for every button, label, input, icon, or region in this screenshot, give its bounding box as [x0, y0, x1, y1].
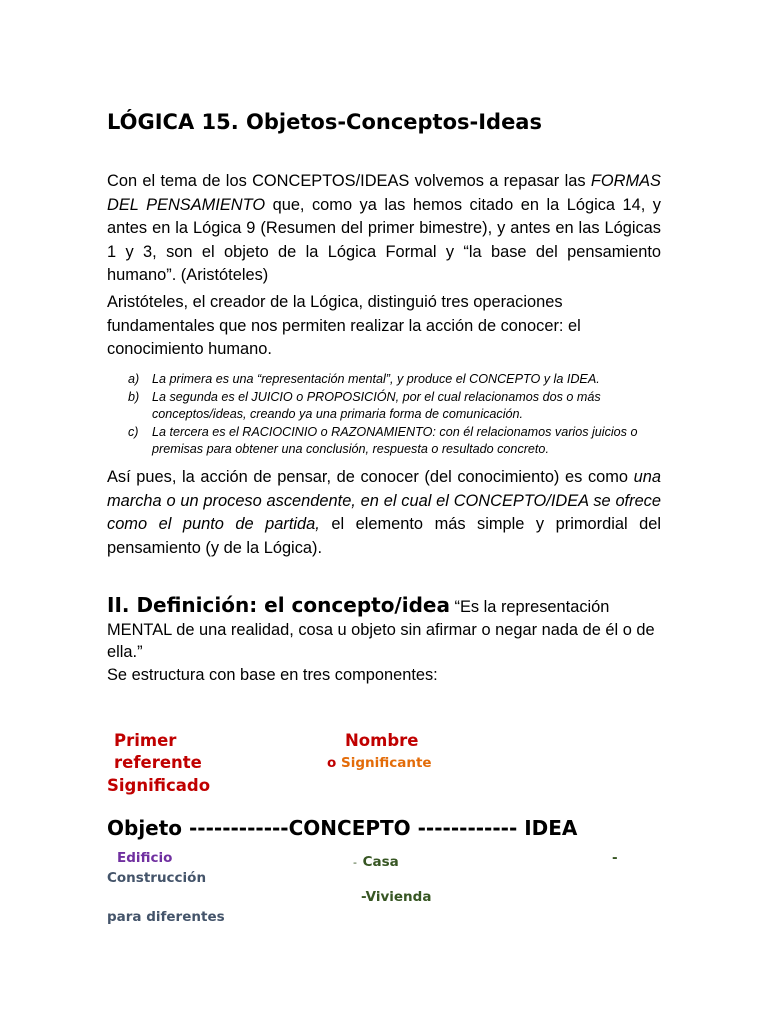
- list-marker: b): [128, 389, 140, 404]
- list-item: [128, 389, 658, 424]
- conclusion-text-1: Así pues, la acción de pensar, de conocer (del conocimiento) es como: [107, 468, 634, 486]
- definition-heading: II. Definición: el concepto/idea: [107, 593, 450, 617]
- example-vivienda: -Vivienda: [361, 889, 432, 905]
- example-casa: Casa: [362, 854, 399, 870]
- concept-line: Objeto ------------CONCEPTO ------------ IDEA: [107, 816, 578, 840]
- example-para-diferentes: para diferentes: [107, 909, 225, 925]
- intro-paragraph: [107, 170, 661, 288]
- operations-list: [128, 371, 658, 459]
- signifier-label: Significante: [340, 755, 432, 771]
- page-title: LÓGICA 15. Objetos-Conceptos-Ideas: [107, 110, 542, 134]
- list-item-text: La tercera es el RACIOCINIO o RAZONAMIENTO: con él relacionamos varios juicios o premisas para obtener una conclusión, respuesta o resultado concreto.: [152, 424, 638, 457]
- definition-quote: “Es la representación MENTAL de una realidad, cosa u objeto sin afirmar o negar nada de él o de ella.”: [107, 598, 655, 661]
- aristotle-paragraph: Aristóteles, el creador de la Lógica, distinguió tres operaciones fundamentales que nos permiten realizar la acción de conocer: el conocimiento humano.: [107, 293, 581, 358]
- intro-text-italic: FORMAS DEL PENSAMIENTO: [107, 172, 661, 214]
- referent-line3: Significado: [107, 776, 211, 795]
- conclusion-text-2: el elemento más simple y primordial del pensamiento (y de la Lógica).: [107, 515, 661, 557]
- list-item: [128, 371, 658, 389]
- list-item: [128, 424, 658, 459]
- name-label: Nombre: [345, 731, 419, 750]
- intro-text-1: Con el tema de los CONCEPTOS/IDEAS volvemos a repasar las: [107, 172, 591, 190]
- list-marker: c): [128, 424, 139, 439]
- intro-text-2: que, como ya las hemos citado en la Lógica 14, y antes en la Lógica 9 (Resumen del primer bimestre), y antes en las Lógicas 1 y 3, son el objeto de la Lógica Formal y “la base del pensamiento humano”. (Aristóteles): [107, 195, 661, 284]
- conclusion-paragraph: [107, 466, 661, 560]
- definition-section: [107, 594, 667, 686]
- example-dash: -: [353, 856, 357, 869]
- referent-line1: Primer: [114, 731, 177, 750]
- conclusion-text-italic: una marcha o un proceso ascendente, en el cual el CONCEPTO/IDEA se ofrece como el punto de partida,: [107, 468, 661, 533]
- list-item-text: La segunda es el JUICIO o PROPOSICIÓN, por el cual relacionamos dos o más conceptos/ideas, creando ya una primaria forma de comunicación.: [152, 389, 601, 422]
- example-edificio: Edificio: [117, 850, 173, 866]
- example-casa-row: [353, 851, 399, 870]
- referent-line2: referente: [114, 753, 202, 772]
- example-construccion: Construcción: [107, 870, 207, 886]
- example-trailing-dash: -: [612, 850, 618, 866]
- list-item-text: La primera es una “representación mental”, y produce el CONCEPTO y la IDEA.: [152, 372, 600, 386]
- signifier-row: [327, 755, 432, 771]
- list-marker: a): [128, 372, 140, 386]
- structure-text: Se estructura con base en tres componentes:: [107, 665, 438, 684]
- name-o: o: [327, 755, 337, 771]
